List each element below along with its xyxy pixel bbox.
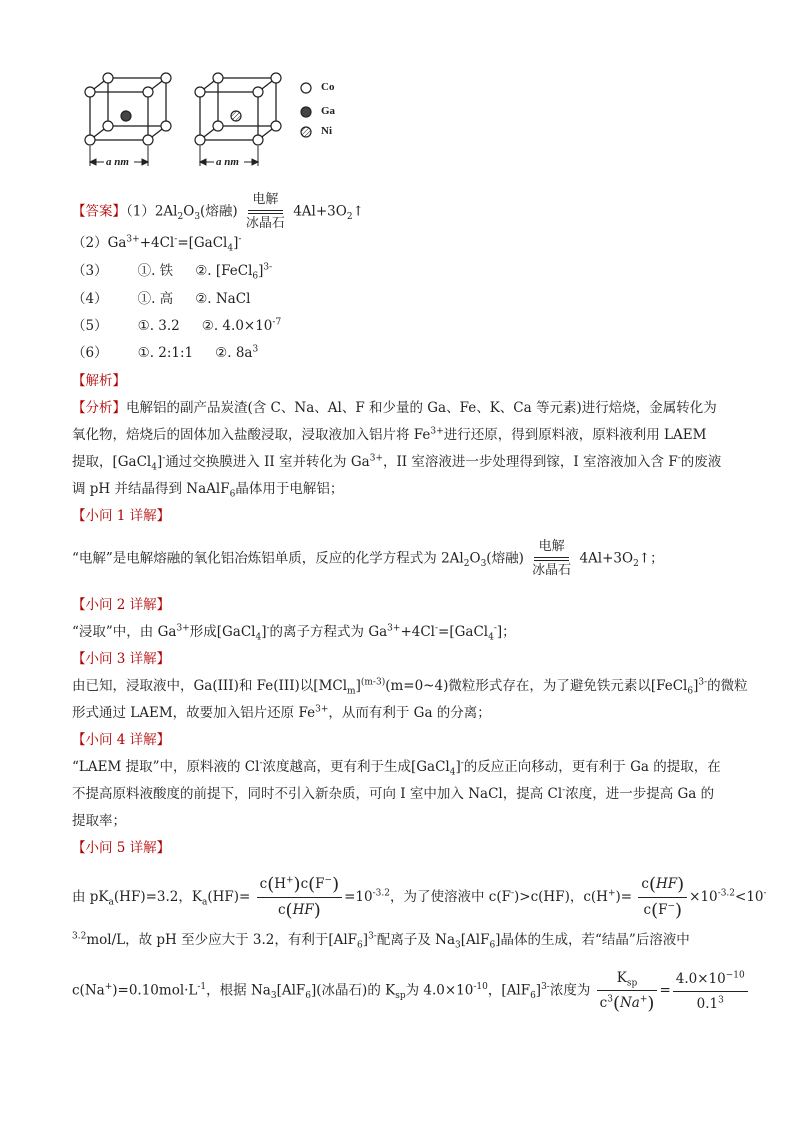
- answer-line-1: 【答案】$(1)2Al_2O_3$(熔融) $\frac{\text{电解}}{\text{冰晶石}}$ $4Al+3O_2↑$: [72, 190, 364, 234]
- analysis-p3: 提取，[GaCl$_4$]-通过交换膜进入 II 室并转化为 $Ga^{3+}$，II 室溶液进一步处理得到镓，I 室溶液加入含 F-的废液: [72, 453, 722, 473]
- section-5-text-3: $c(Na^+)=0.10mol\cdot L^{-1}$，根据 $Na_3[AlF_6]$(冰晶石)的 $K_{sp}$为 $4.0\times 10^{-10}$，$[AlF_6]^{3-}$浓度为 $\frac{K_{sp}}{c^3(Na^+)}$ = $\frac{4.0\times 10^{-10}}{0.1^3}$: [72, 966, 750, 1016]
- answer-tag: 【答案】: [72, 203, 126, 220]
- section-4-tag: 【小问 4 详解】: [72, 732, 171, 748]
- analysis-p2: 氧化物，焙烧后的固体加入盐酸浸取，浸取液加入铝片将 $Fe^{3+}$进行还原，得到原料液，原料液利用 LAEM: [72, 426, 707, 443]
- section-2-tag: 【小问 2 详解】: [72, 597, 171, 613]
- h-fraction: $\frac{c(HF)}{c(F^-)}$: [638, 872, 687, 923]
- reaction-condition: $\frac{\text{电解}}{\text{冰晶石}}$: [245, 192, 285, 231]
- cube-left: [90, 78, 166, 140]
- section-4-text-2: 不提高原料液酸度的前提下，同时不引入新杂质，可向 I 室中加入 NaCl，提高 Cl-浓度，进一步提高 Ga 的: [72, 785, 715, 802]
- crystal-structure-figure: [78, 70, 348, 170]
- ka-fraction: $\frac{c(H^+)c(F^-)}{c(HF)}$: [257, 872, 343, 923]
- section-2-text: “浸取”中，由 $Ga^{3+}$形成[GaCl$_4$]-的离子方程式为 $Ga^{3+}+4Cl^-=[GaCl_4^-]$；: [72, 623, 516, 643]
- answer-line-6: （6） ①. 2:1:1 ②. $8a^3$: [72, 344, 259, 361]
- section-1-tag: 【小问 1 详解】: [72, 508, 171, 524]
- cube-right: [200, 78, 276, 140]
- section-3-tag: 【小问 3 详解】: [72, 651, 171, 667]
- legend-ga: Ga: [321, 105, 336, 117]
- section-3-text-2: 形式通过 LAEM，故要加入铝片还原 $Fe^{3+}$，从而有利于 Ga 的分离；: [72, 704, 491, 721]
- section-3-text-1: 由已知，浸取液中，Ga(III)和 Fe(III)以$[MCl_m]^{(m-3)}(m=0\sim 4)$微粒形式存在，为了避免铁元素以[FeCl$_6$]$^{3-}$的微粒: [72, 677, 748, 697]
- answer-line-4: （4） ①. 高 ②. NaCl: [72, 291, 251, 307]
- dim-label-left: a nm: [106, 156, 129, 168]
- legend-symbols: [301, 83, 311, 137]
- section-4-text-3: 提取率；: [72, 813, 126, 829]
- legend-ni: Ni: [321, 125, 332, 137]
- analysis-p4: 调 pH 并结晶得到 NaAlF$_6$晶体用于电解铝；: [72, 481, 344, 500]
- legend-co: Co: [321, 81, 335, 93]
- section-5-text-2: $^{3.2}$mol/L，故 pH 至少应大于 3.2，有利于$[AlF_6]^{3-}$配离子及 $Na_3[AlF_6]$晶体的生成，若“结晶”后溶液中: [72, 931, 690, 951]
- section-5-text-1: 由 $pK_a(HF)=3.2$，$K_a(HF)=$ $\frac{c(H^+)c(F^-)}{c(HF)}$ $=10^{-3.2}$，为了使溶液中 c(F-)>c(HF)，c(H+)= $\frac{c(HF)}{c(F^-)}$ $\times 10^{-3.2}<10^-$: [72, 874, 767, 921]
- dim-label-right: a nm: [216, 156, 239, 168]
- section-4-text-1: “LAEM 提取”中，原料液的 Cl-浓度越高，更有利于生成[GaCl$_4$]-的反应正向移动，更有利于 Ga 的提取，在: [72, 758, 721, 778]
- answer-line-3: （3） ①. 铁 ②. [FeCl$_6$]$^{3-}$: [72, 262, 273, 282]
- answer-line-2: $(2)Ga^{3+}+4Cl^-=[GaCl_4]^-$: [72, 234, 242, 254]
- reaction-condition-2: $\frac{\text{电解}}{\text{冰晶石}}$: [532, 539, 572, 578]
- section-1-text: “电解”是电解熔融的氧化铝冶炼铝单质，反应的化学方程式为 $2Al_2O_3$(熔融) $\frac{\text{电解}}{\text{冰晶石}}$ $4Al+3O_2↑$；: [72, 537, 664, 581]
- ksp-fraction: $\frac{K_{sp}}{c^3(Na^+)}$: [597, 966, 658, 1016]
- value-fraction: $\frac{4.0\times 10^{-10}}{0.1^3}$: [673, 967, 748, 1016]
- analysis-p1: 【分析】电解铝的副产品炭渣(含 C、Na、Al、F 和少量的 Ga、Fe、K、Ca 等元素)进行焙烧，金属转化为: [72, 400, 717, 416]
- answer-line-5: （5） ①. 3.2 ②. $4.0\times 10^{-7}$: [72, 317, 282, 334]
- analysis-tag: 【解析】: [72, 373, 126, 389]
- section-5-tag: 【小问 5 详解】: [72, 840, 171, 856]
